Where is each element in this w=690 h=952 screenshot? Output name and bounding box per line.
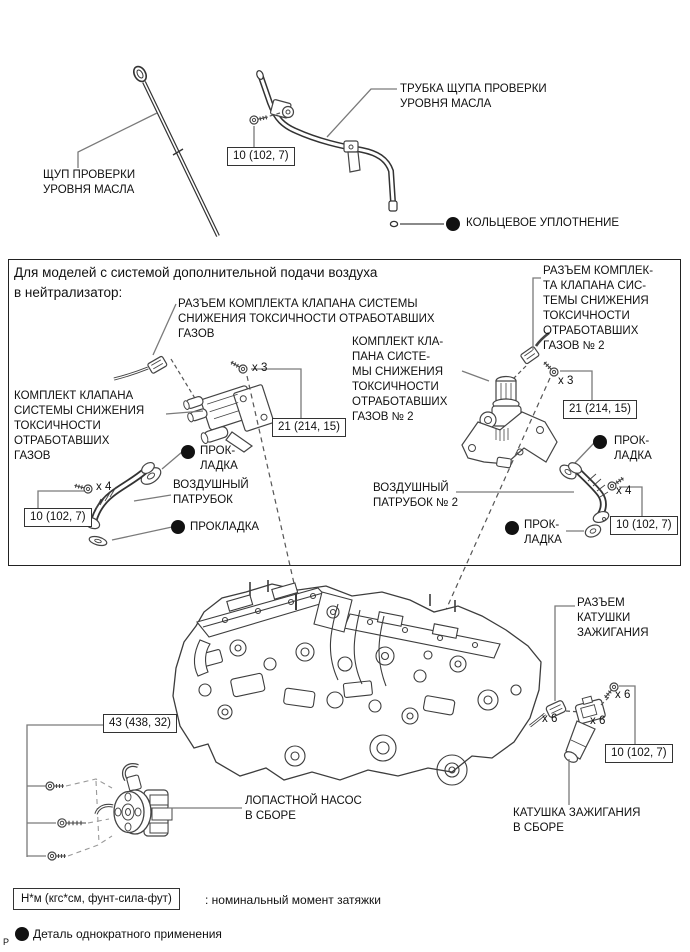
single-use-note: Деталь однократного применения (33, 927, 222, 941)
gasket-lower-2-label: ПРОК- ЛАДКА (524, 519, 562, 546)
connector-1-label-leader (153, 304, 176, 355)
valve-kit-1-torque-box: 21 (214, 15) (272, 418, 346, 437)
connector-1-dashed-line (171, 359, 196, 400)
dipstick-tube-illustration (256, 70, 397, 211)
air-tube-2-bolt-count: x 4 (616, 485, 632, 497)
air-injection-header: Для моделей с системой дополнительной подачи воздуха в нейтрализатор: (14, 265, 378, 300)
air-tube-1-torque-box: 10 (102, 7) (24, 508, 92, 527)
ignition-connector-label-leader (555, 606, 575, 701)
air-tube-1-bolt (73, 482, 92, 494)
valve-kit-2-illustration (462, 377, 557, 468)
valve-connector-1-label: РАЗЪЕМ КОМПЛЕКТА КЛАПАНА СИСТЕМЫ СНИЖЕНИЯ ТОКСИЧНОСТИ ОТРАБОТАВШИХ ГАЗОВ (178, 298, 435, 340)
o-ring-label: КОЛЬЦЕВОЕ УПЛОТНЕНИЕ (466, 217, 620, 229)
gasket-lower-1-illustration (88, 535, 107, 547)
ignition-connector-label: РАЗЪЕМ КАТУШКИ ЗАЖИГАНИЯ (577, 597, 649, 639)
gasket-upper-2-leader (574, 443, 594, 464)
ignition-bolt-dashed-line (601, 697, 609, 705)
single-use-bullet-icon (171, 520, 185, 534)
tube-bolt (249, 113, 268, 125)
single-use-bullet-icon (593, 435, 607, 449)
tube-bolt-torque-box: 10 (102, 7) (227, 147, 295, 166)
valve-kit-2-bolt (541, 359, 559, 377)
ignition-coil-label: КАТУШКА ЗАЖИГАНИЯ В СБОРЕ (513, 807, 641, 834)
valve-kit-2-torque-box: 21 (214, 15) (563, 400, 637, 419)
torque-units-note: : номинальный момент затяжки (205, 893, 381, 907)
valve-kit-2-label-leader (462, 371, 489, 381)
ignition-torque-box: 10 (102, 7) (605, 744, 673, 763)
gasket-lower-1-label: ПРОКЛАДКА (190, 521, 260, 533)
tube-label-leader (327, 89, 397, 137)
pump-bolt-leader-stubs (27, 786, 56, 856)
engine-assembly-illustration (173, 580, 541, 785)
ignition-connector-count: x 6 (542, 713, 558, 725)
single-use-bullet-icon (446, 217, 460, 231)
valve-kit-1-label: КОМПЛЕКТ КЛАПАНА СИСТЕМЫ СНИЖЕНИЯ ТОКСИЧНОСТИ ОТРАБОТАВШИХ ГАЗОВ (14, 390, 145, 462)
ignition-coil-count: x 6 (590, 715, 606, 727)
torque-units-box: Н*м (кгс*см, фунт-сила-фут) (13, 888, 180, 910)
valve-kit-1-illustration (183, 377, 274, 452)
pump-bolts (46, 782, 86, 860)
dipstick-label-leader (78, 113, 157, 168)
vane-pump-label: ЛОПАСТНОЙ НАСОС В СБОРЕ (245, 795, 362, 822)
connector-2-label-leader (533, 278, 541, 350)
valve-kit-1-bolt (229, 359, 249, 375)
air-tube-1-torque-leader (38, 491, 84, 508)
pump-bolt-dashed-lines (66, 779, 112, 856)
air-tube-1-label: ВОЗДУШНЫЙ ПАТРУБОК (173, 479, 249, 506)
air-tube-2-label: ВОЗДУШНЫЙ ПАТРУБОК № 2 (373, 482, 458, 509)
pump-torque-box: 43 (438, 32) (103, 714, 177, 733)
gasket-lower-1-leader (112, 527, 172, 540)
o-ring-illustration (390, 221, 444, 226)
single-use-bullet-icon (181, 445, 195, 459)
gasket-upper-1-leader (162, 452, 182, 469)
page-corner-letter: Р (3, 937, 10, 947)
vane-pump-illustration (96, 765, 172, 836)
valve-kit-1-bolt-count: x 3 (252, 362, 268, 374)
single-use-bullet-icon (15, 927, 29, 941)
air-tube-1-label-leader (134, 495, 171, 501)
valve-connector-2-label: РАЗЪЕМ КОМПЛЕК- ТА КЛАПАНА СИС- ТЕМЫ СНИЖЕНИЯ ТОКСИЧНОСТИ ОТРАБОТАВШИХ ГАЗОВ № 2 (543, 265, 654, 352)
pump-torque-leader (27, 725, 103, 857)
gasket-upper-1-label: ПРОК- ЛАДКА (200, 445, 238, 472)
gasket-lower-2-illustration (583, 523, 602, 540)
air-tube-2-torque-box: 10 (102, 7) (610, 516, 678, 535)
dipstick-label: ЩУП ПРОВЕРКИ УРОВНЯ МАСЛА (43, 169, 136, 196)
dipstick-tube-label: ТРУБКА ЩУПА ПРОВЕРКИ УРОВНЯ МАСЛА (400, 83, 547, 110)
air-tube-1-illustration (83, 460, 157, 531)
valve-kit-2-label: КОМПЛЕКТ КЛА- ПАНА СИСТЕ- МЫ СНИЖЕНИЯ ТОКСИЧНОСТИ ОТРАБОТАВШИХ ГАЗОВ № 2 (352, 336, 448, 423)
ignition-bolt-count: x 6 (615, 689, 631, 701)
oil-dipstick-illustration (131, 64, 218, 236)
valve-kit-2-bolt-count: x 3 (558, 375, 574, 387)
gasket-upper-2-label: ПРОК- ЛАДКА (614, 435, 652, 462)
ignition-coil-illustration (563, 694, 606, 765)
air-tube-1-bolt-count: x 4 (96, 481, 112, 493)
valve-kit-connector-1-illustration (114, 356, 167, 379)
single-use-bullet-icon (505, 521, 519, 535)
